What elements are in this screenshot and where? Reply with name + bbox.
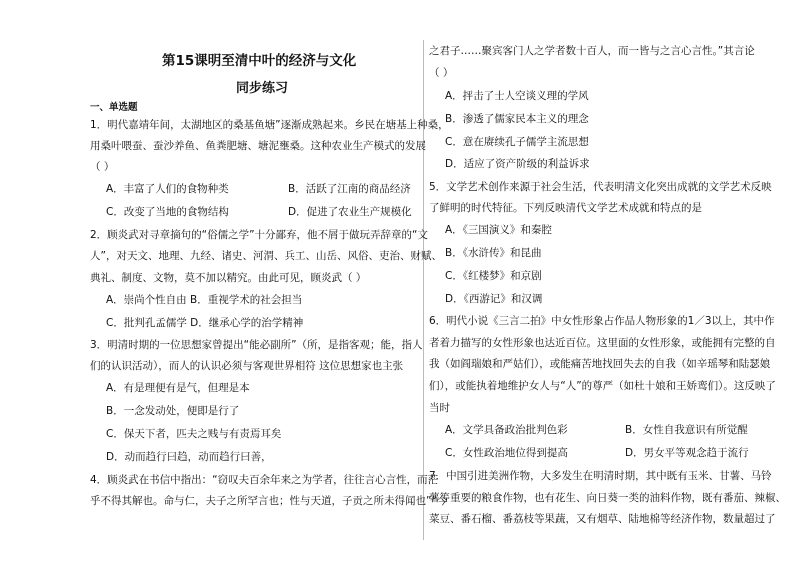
q5-option-b: B．《水浒传》和昆曲: [445, 247, 542, 259]
q4-cont-line-1: 之君子……聚宾客门人之学者数十百人，而一皆与之言心言性。”其言论: [429, 45, 755, 57]
q7-line-2: 薯等重要的粮食作物，也有花生、向日葵一类的油料作物，既有番茄、辣椒、: [429, 492, 786, 504]
q4-option-a: A．抨击了士人空谈义理的学风: [445, 90, 589, 102]
q3-option-d: D．动而趋行曰趋，动而趋行曰善，: [106, 451, 272, 463]
q4-option-c: C．意在赓续孔子儒学主流思想: [445, 136, 589, 148]
q2-options-cd: C．批判孔孟儒学 D．继承心学的治学精神: [106, 317, 304, 329]
q6-line-2: 者着力描写的女性形象也达近百位。这里面的女性形象，或能拥有完整的自: [429, 337, 776, 349]
q7-line-1: 7．中国引进美洲作物，大多发生在明清时期，其中既有玉米、甘薯、马铃: [429, 470, 772, 482]
q5-option-c: C．《红楼梦》和京剧: [445, 270, 542, 282]
q1-option-c: C．改变了当地的食物结构: [106, 206, 229, 218]
q2-options-ab: A．崇尚个性自由 B．重视学术的社会担当: [106, 294, 303, 306]
q6-line-3: 我（如阎瑞娘和严姑们），或能痛苦地找回失去的自我（如辛瑶琴和陆瑟娘: [429, 358, 771, 370]
q4-cont-line-2: （ ）: [429, 67, 454, 79]
q2-line-2: 人”，对天文、地理、九经、诸史、河渭、兵工、山岳、风俗、吏治、财赋、: [90, 250, 442, 262]
q6-option-b: B．女性自我意识有所觉醒: [625, 424, 748, 436]
q1-option-b: B．活跃了江南的商品经济: [288, 183, 411, 195]
q5-line-2: 了鲜明的时代特征。下列反映清代文学艺术成就和特点的是: [429, 202, 702, 214]
q6-line-1: 6．明代小说《三言二拍》中女性形象占作品人物形象的1／3以上，其中作: [429, 315, 775, 327]
q6-option-a: A．文学具备政治批判色彩: [445, 424, 568, 436]
q3-option-c: C．保天下者，匹夫之贱与有责焉耳矣: [106, 428, 282, 440]
q1-line-3: （ ）: [90, 161, 115, 173]
q4-option-d: D．适应了资产阶级的利益诉求: [445, 158, 590, 170]
page-subtitle: 同步练习: [236, 81, 289, 96]
q6-line-5: 当时: [429, 402, 450, 414]
q1-line-2: 用桑叶喂蚕、蚕沙养鱼、鱼粪肥塘、塘泥壅桑。这种农业生产模式的发展: [90, 140, 426, 152]
q4-line-1: 4．顾炎武在书信中指出：“窃叹夫百余年来之为学者，往往言心言性，而茫: [90, 474, 439, 486]
q6-option-d: D．男女平等观念趋于流行: [625, 447, 749, 459]
q7-line-3: 菜豆、番石榴、番荔枝等果蔬，又有烟草、陆地棉等经济作物，数量超过了: [429, 513, 776, 525]
q1-option-d: D．促进了农业生产规模化: [288, 206, 412, 218]
q4-line-2: 乎不得其解也。命与仁，夫子之所罕言也；性与天道，子贡之所未得闻也”“今: [90, 495, 448, 507]
q4-option-b: B．渗透了儒家民本主义的理念: [445, 113, 589, 125]
q3-line-1: 3．明清时期的一位思想家曾提出“能必副所”（所，是指客观；能，指人: [90, 339, 423, 351]
q1-line-1: 1．明代嘉靖年间，太湖地区的桑基鱼塘”逐渐成熟起来。乡民在塘基上种桑，: [90, 119, 449, 131]
q6-line-4: 们），或能执着地维护女人与“人”的尊严（如杜十娘和王娇鸾们）。这反映了: [429, 380, 776, 392]
column-divider: [423, 40, 424, 540]
q5-option-a: A．《三国演义》和秦腔: [445, 224, 552, 236]
q3-option-a: A．有是理便有是气，但理是本: [106, 382, 250, 394]
q3-option-b: B．一念发动处，便即是行了: [106, 405, 240, 417]
q2-line-1: 2．顾炎武对寻章摘句的“俗儒之学”十分鄙弃，他不屑于做玩弄辞章的“文: [90, 229, 428, 241]
q6-option-c: C．女性政治地位得到提高: [445, 447, 568, 459]
q2-line-3: 典礼、制度、文物，莫不加以精究。由此可见，顾炎武（ ）: [90, 272, 367, 284]
q5-line-1: 5．文学艺术创作来源于社会生活，代表明清文化突出成就的文学艺术反映: [429, 181, 772, 193]
q5-option-d: D．《西游记》和汉调: [445, 293, 543, 305]
q1-option-a: A．丰富了人们的食物种类: [106, 183, 229, 195]
page-title: 第15课明至清中叶的经济与文化: [162, 53, 357, 69]
section-heading: 一、单选题: [90, 102, 138, 113]
q3-line-2: 们的认识活动），而人的认识必须与客观世界相符 这位思想家也主张: [90, 360, 404, 372]
